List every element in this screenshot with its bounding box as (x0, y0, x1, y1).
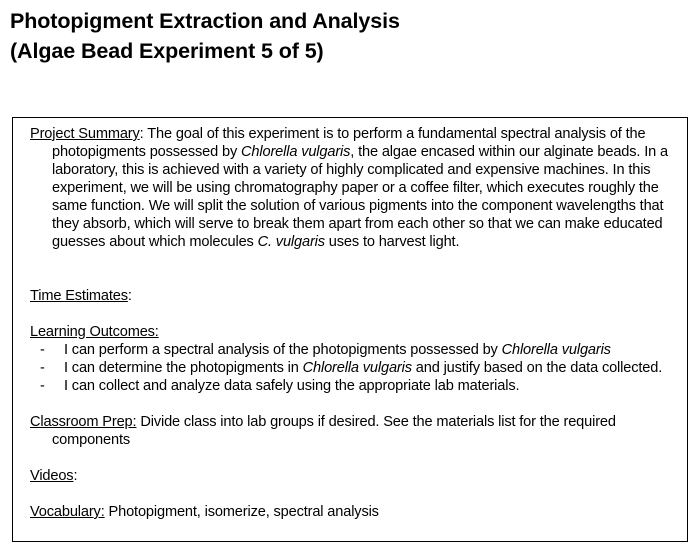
bullet-dash: - (40, 360, 45, 376)
spacer (30, 449, 680, 467)
overview-content (30, 125, 680, 521)
bullet-dash: - (40, 342, 45, 358)
classroom-prep (30, 413, 680, 449)
summary-text-2: , the algae encased within our alginate beads. In a laboratory, this is achieved with a variety of highly complicated and expensive machines. In this experiment, we will be using chromatography paper or a coffee filter, which executes roughly the same function. We will split the solution of various pigments into the component wavelengths that they absorb, which will serve to break them apart from each other so that we can make educated guesses about which molecules (52, 144, 668, 250)
learning-outcomes-heading (30, 323, 680, 341)
title-line-2: (Algae Bead Experiment 5 of 5) (10, 39, 324, 63)
outcome-text: I can determine the photopigments in (64, 360, 303, 376)
classroom-prep-label: Classroom Prep: (30, 414, 137, 430)
species-name: Chlorella vulgaris (241, 144, 351, 160)
vocabulary-text: Photopigment, isomerize, spectral analysis (104, 504, 379, 520)
learning-outcomes-label: Learning Outcomes: (30, 324, 159, 340)
spacer (30, 485, 680, 503)
vocabulary-label: Vocabulary: (30, 504, 105, 520)
overview-box (12, 117, 688, 542)
videos-label: Videos (30, 468, 74, 484)
bullet-dash: - (40, 378, 45, 394)
classroom-prep-text: Divide class into lab groups if desired. See the materials list for the required components (52, 414, 616, 448)
videos (30, 467, 680, 485)
summary-colon: : (139, 126, 144, 142)
outcome-text: I can perform a spectral analysis of the photopigments possessed by (64, 342, 502, 358)
time-estimates-label: Time Estimates (30, 288, 128, 304)
spacer (30, 251, 680, 287)
list-item (30, 341, 680, 359)
document-title (10, 6, 400, 66)
videos-colon: : (73, 468, 78, 484)
list-item (30, 377, 680, 395)
time-estimates (30, 287, 680, 305)
project-summary-label: Project Summary (30, 126, 140, 142)
summary-text-3: uses to harvest light. (324, 234, 460, 250)
project-summary (30, 125, 680, 251)
vocabulary (30, 503, 680, 521)
list-item (30, 359, 680, 377)
outcome-species: Chlorella vulgaris (302, 360, 412, 376)
outcome-species: Chlorella vulgaris (501, 342, 611, 358)
species-abbrev: C. vulgaris (257, 234, 325, 250)
summary-text-1: The goal of this experiment is to perform a fundamental spectral analysis of the photopigments possessed by (52, 126, 646, 160)
outcome-text-post: and justify based on the data collected. (411, 360, 663, 376)
learning-outcomes-list (30, 341, 680, 395)
spacer (30, 305, 680, 323)
time-colon: : (127, 288, 132, 304)
title-line-1: Photopigment Extraction and Analysis (10, 9, 400, 33)
spacer (30, 395, 680, 413)
outcome-text: I can collect and analyze data safely using the appropriate lab materials. (64, 378, 520, 394)
